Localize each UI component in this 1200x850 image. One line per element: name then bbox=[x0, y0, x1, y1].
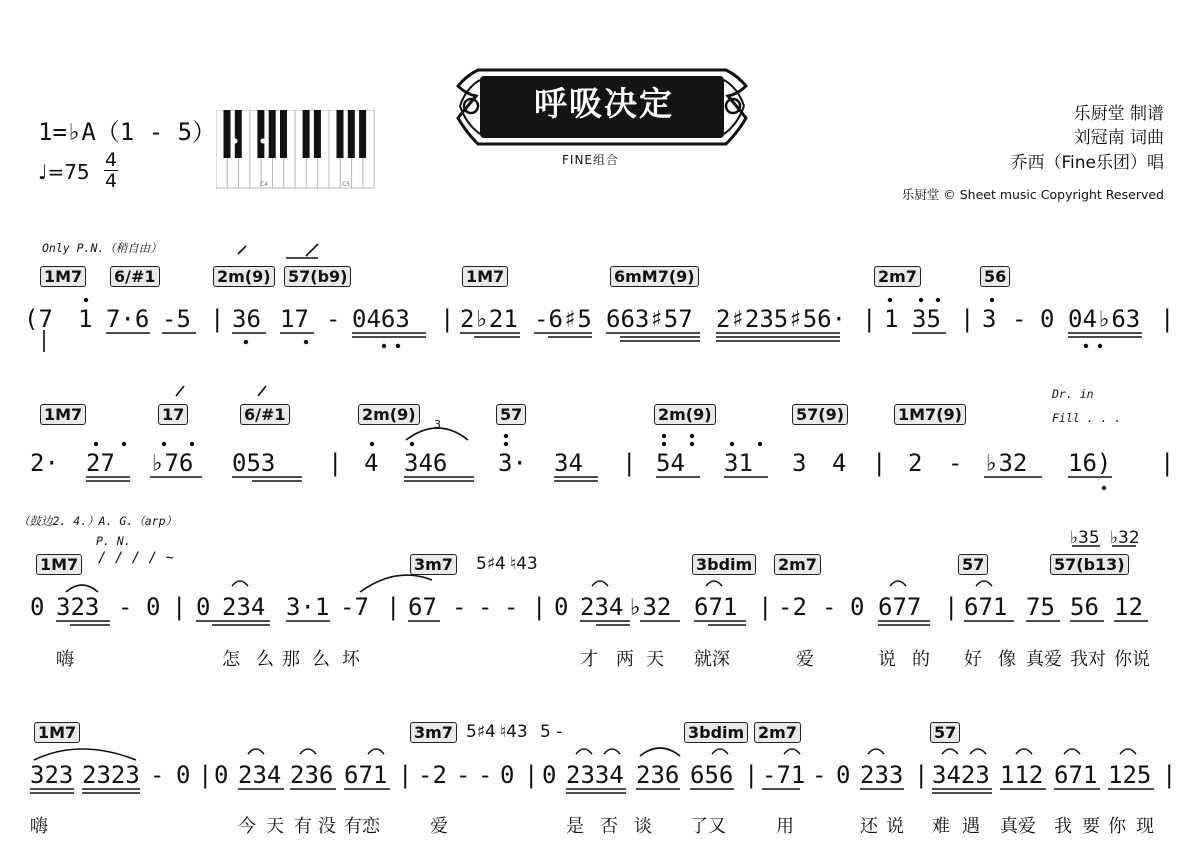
lyric: 我 bbox=[1054, 816, 1072, 837]
barline: | bbox=[328, 449, 343, 477]
note-group: 0 bbox=[500, 761, 515, 789]
note-group: - bbox=[478, 761, 493, 789]
note-group: 0 bbox=[850, 593, 865, 621]
barline: | bbox=[398, 761, 413, 789]
note-group: 3423 bbox=[932, 761, 990, 789]
lyric: 就深 bbox=[694, 649, 730, 670]
chord-symbol: 6/#1 bbox=[110, 266, 160, 287]
note-group: -7 bbox=[340, 593, 369, 621]
drum-edge-mark: （鼓边2. 4.）A. G.（arp） bbox=[18, 514, 178, 528]
lyric: 还 bbox=[860, 816, 878, 837]
barline: | bbox=[532, 593, 547, 621]
barline: | bbox=[1160, 305, 1175, 333]
lyric: 好 bbox=[964, 649, 982, 670]
chord-symbol: 17 bbox=[158, 404, 188, 425]
small-notes: ♭32 bbox=[1110, 528, 1140, 548]
lyric: 真爱 bbox=[1000, 816, 1036, 837]
lyric: 那 bbox=[282, 649, 300, 670]
note-group: 0 bbox=[196, 593, 211, 621]
chord-symbol: 2m(9) bbox=[358, 404, 420, 425]
quarter-note-icon: ♩ bbox=[38, 160, 48, 184]
lyric: 么 bbox=[312, 649, 330, 670]
barline: | bbox=[1160, 449, 1175, 477]
note-group: - bbox=[456, 761, 471, 789]
note-group: 0 bbox=[214, 761, 229, 789]
barline: | bbox=[198, 761, 213, 789]
lyric: 你 bbox=[1108, 816, 1126, 837]
piano-black-key bbox=[303, 110, 310, 158]
lyric: 有 bbox=[294, 816, 312, 837]
lyric: 真爱 bbox=[1026, 649, 1062, 670]
note-group: 0 bbox=[542, 761, 557, 789]
note-group: 0463 bbox=[352, 305, 410, 333]
note-group: -2 bbox=[418, 761, 447, 789]
note-group: -2 bbox=[778, 593, 807, 621]
note-group: 671 bbox=[344, 761, 388, 789]
note-group: 671 bbox=[1054, 761, 1098, 789]
small-notes: 5♯4 bbox=[476, 554, 506, 574]
small-notes: ♮43 bbox=[510, 554, 538, 574]
pn-mark: P. N. bbox=[96, 534, 131, 548]
note-group: -71 bbox=[762, 761, 806, 789]
lyric: 嗨 bbox=[56, 649, 74, 670]
triplet-mark: 3 bbox=[434, 418, 441, 431]
lyric: 说 bbox=[886, 816, 904, 837]
barline: | bbox=[172, 593, 187, 621]
copyright-notice: 乐厨堂 © Sheet music Copyright Reserved bbox=[901, 187, 1164, 202]
note-group: 671 bbox=[964, 593, 1008, 621]
note-group: 75 bbox=[1026, 593, 1055, 621]
lyric: 天 bbox=[266, 816, 284, 837]
note-group: 27 bbox=[86, 449, 115, 477]
tempo-marking bbox=[38, 160, 90, 184]
note-group: 346 bbox=[404, 449, 448, 477]
barline: | bbox=[914, 761, 929, 789]
chord-symbol: 57(b13) bbox=[1050, 554, 1129, 575]
time-signature bbox=[104, 150, 118, 191]
lyric: 爱 bbox=[796, 649, 814, 670]
note-group: 34 bbox=[554, 449, 583, 477]
note-group: 36 bbox=[232, 305, 261, 333]
note-group: 31 bbox=[724, 449, 753, 477]
credit-composer: 刘冠南 词曲 bbox=[1073, 128, 1164, 148]
note-group: ♭76 bbox=[150, 449, 194, 477]
lyric: 今 bbox=[238, 816, 256, 837]
note-group: 671 bbox=[694, 593, 738, 621]
note-group: - bbox=[118, 593, 133, 621]
barline: | bbox=[524, 761, 539, 789]
piano-black-key bbox=[257, 110, 264, 158]
chord-symbol: 57(9) bbox=[792, 404, 848, 425]
note-group: 2323 bbox=[82, 761, 140, 789]
lyric: 两 bbox=[616, 649, 634, 670]
note-group: 2334 bbox=[566, 761, 624, 789]
piano-black-key bbox=[235, 110, 242, 158]
chord-symbol: 57 bbox=[958, 554, 988, 575]
small-notes: 5 - bbox=[540, 722, 563, 742]
lyric: 否 bbox=[600, 816, 618, 837]
key-signature: 1=♭A（1 - 5） bbox=[38, 118, 217, 146]
note-group: 0 bbox=[176, 761, 191, 789]
barline: | bbox=[960, 305, 975, 333]
note-group: 17 bbox=[280, 305, 309, 333]
chord-symbol: 6mM7(9) bbox=[610, 266, 699, 287]
note-group: - bbox=[822, 593, 837, 621]
note-group: - bbox=[812, 761, 827, 789]
note-group: 234 bbox=[238, 761, 282, 789]
note-group: 125 bbox=[1108, 761, 1152, 789]
note-group: - bbox=[948, 449, 963, 477]
note-group: ♭32 bbox=[984, 449, 1028, 477]
chord-symbol: 2m7 bbox=[874, 266, 921, 287]
chord-symbol: 57 bbox=[496, 404, 526, 425]
barline: | bbox=[1162, 761, 1177, 789]
note-group: 0 bbox=[554, 593, 569, 621]
note-group: 236 bbox=[636, 761, 680, 789]
note-group: 2 bbox=[908, 449, 923, 477]
piano-black-key bbox=[337, 110, 344, 158]
note-group: 323 bbox=[30, 761, 74, 789]
note-group: 112 bbox=[1000, 761, 1044, 789]
note-group: - bbox=[478, 593, 493, 621]
note-group: 67 bbox=[408, 593, 437, 621]
note-group: 04♭63 bbox=[1068, 305, 1141, 333]
note-group: -5 bbox=[162, 305, 191, 333]
lyric: 像 bbox=[998, 649, 1016, 670]
chord-symbol: 2m7 bbox=[774, 554, 821, 575]
lyric: 嗨 bbox=[30, 816, 48, 837]
piano-black-key bbox=[359, 110, 366, 158]
strum-mark: / / / / ~ bbox=[98, 550, 174, 566]
note-group: 2· bbox=[30, 449, 59, 477]
note-group: 0 bbox=[836, 761, 851, 789]
piano-black-key bbox=[348, 110, 355, 158]
barline: | bbox=[440, 305, 455, 333]
lyric: 有恋 bbox=[344, 816, 380, 837]
lyric: 才 bbox=[580, 649, 598, 670]
note-group: 0 bbox=[1040, 305, 1055, 333]
piano-black-key bbox=[280, 110, 287, 158]
chord-symbol: 2m(9) bbox=[654, 404, 716, 425]
lyric: 说 bbox=[878, 649, 896, 670]
svg-text:C4: C4 bbox=[260, 181, 269, 188]
artist-name: FINE组合 bbox=[562, 153, 620, 167]
lyric: 怎 bbox=[222, 649, 240, 670]
lyric: 我对 bbox=[1070, 649, 1106, 670]
small-notes: 5♯4 bbox=[466, 722, 496, 742]
note-group: 4 bbox=[364, 449, 379, 477]
lyric: 是 bbox=[566, 816, 584, 837]
note-group: 3 bbox=[982, 305, 997, 333]
piano-black-key bbox=[224, 110, 231, 158]
lyric: 遇 bbox=[962, 816, 980, 837]
note-group: 3·1 bbox=[286, 593, 330, 621]
chord-symbol: 2m7 bbox=[754, 722, 801, 743]
note-group: 16) bbox=[1068, 449, 1112, 477]
barline: | bbox=[386, 593, 401, 621]
barline: | bbox=[744, 761, 759, 789]
tempo-value: =75 bbox=[47, 160, 90, 184]
note-group: 1 bbox=[884, 305, 899, 333]
lyric: 用 bbox=[776, 816, 794, 837]
note-group: 2♭21 bbox=[460, 305, 518, 333]
lyric: 你说 bbox=[1114, 649, 1150, 670]
piano-black-key bbox=[269, 110, 276, 158]
note-group: 0 bbox=[146, 593, 161, 621]
barline: | bbox=[758, 593, 773, 621]
note-group: 234 bbox=[580, 593, 624, 621]
note-group: - bbox=[150, 761, 165, 789]
note-group: ♭32 bbox=[628, 593, 672, 621]
note-group: - bbox=[1012, 305, 1027, 333]
note-group: 35 bbox=[912, 305, 941, 333]
only-pn-mark: Only P.N.（稍自由） bbox=[42, 241, 162, 255]
note-group: -6♯5 bbox=[534, 305, 592, 333]
chord-symbol: 1M7 bbox=[40, 266, 86, 287]
drum-in-mark: Dr. in bbox=[1052, 387, 1094, 401]
chord-symbol: 2m(9) bbox=[213, 266, 275, 287]
piano-keyboard-icon bbox=[216, 110, 376, 194]
chord-symbol: 1M7 bbox=[462, 266, 508, 287]
note-group: 54 bbox=[656, 449, 685, 477]
chord-symbol: 3m7 bbox=[410, 722, 457, 743]
note-group: 7·6 bbox=[106, 305, 150, 333]
note-group: 323 bbox=[56, 593, 100, 621]
note-group: 663♯57 bbox=[606, 305, 693, 333]
chord-symbol: 1M7 bbox=[40, 404, 86, 425]
note-group: 1 bbox=[78, 305, 93, 333]
small-notes: ♭35 bbox=[1070, 528, 1100, 548]
note-group: 236 bbox=[290, 761, 334, 789]
lyric: 么 bbox=[256, 649, 274, 670]
note-group: 234 bbox=[222, 593, 266, 621]
barline: | bbox=[872, 449, 887, 477]
barline: | bbox=[210, 305, 225, 333]
note-group: (7 bbox=[24, 305, 53, 333]
lyric: 谈 bbox=[634, 816, 652, 837]
chord-symbol: 57 bbox=[930, 722, 960, 743]
lyric: 坏 bbox=[342, 649, 360, 670]
chord-symbol: 1M7(9) bbox=[894, 404, 966, 425]
note-group: 3· bbox=[498, 449, 527, 477]
lyric: 的 bbox=[912, 649, 930, 670]
lyric: 现 bbox=[1136, 816, 1154, 837]
chord-symbol: 1M7 bbox=[34, 722, 80, 743]
barline: | bbox=[862, 305, 877, 333]
note-group: 2♯235♯56· bbox=[716, 305, 847, 333]
note-group: - bbox=[326, 305, 341, 333]
note-group: - bbox=[504, 593, 519, 621]
chord-symbol: 3bdim bbox=[684, 722, 748, 743]
chord-symbol: 1M7 bbox=[36, 554, 82, 575]
chord-symbol: 6/#1 bbox=[240, 404, 290, 425]
barline: | bbox=[622, 449, 637, 477]
note-group: 12 bbox=[1114, 593, 1143, 621]
piano-black-key bbox=[314, 110, 321, 158]
note-group: 053 bbox=[232, 449, 276, 477]
lyric: 没 bbox=[318, 816, 336, 837]
chord-symbol: 56 bbox=[980, 266, 1010, 287]
note-group: 3 bbox=[792, 449, 807, 477]
barline: | bbox=[944, 593, 959, 621]
chord-symbol: 57(b9) bbox=[284, 266, 351, 287]
lyric: 要 bbox=[1082, 816, 1100, 837]
fill-mark: Fill . . . bbox=[1052, 411, 1122, 425]
chord-symbol: 3m7 bbox=[410, 554, 457, 575]
credit-arranger: 乐厨堂 制谱 bbox=[1073, 104, 1164, 124]
note-group: 4 bbox=[832, 449, 847, 477]
lyric: 天 bbox=[646, 649, 664, 670]
svg-text:C5: C5 bbox=[342, 181, 351, 188]
song-title: 呼吸决定 bbox=[534, 84, 674, 123]
small-notes: ♮43 bbox=[500, 722, 528, 742]
note-group: 677 bbox=[878, 593, 922, 621]
note-group: 56 bbox=[1070, 593, 1099, 621]
lyric: 难 bbox=[932, 816, 950, 837]
note-group: 233 bbox=[860, 761, 904, 789]
lyric: 爱 bbox=[430, 816, 448, 837]
time-signature-bottom: 4 bbox=[104, 170, 118, 192]
chord-symbol: 3bdim bbox=[692, 554, 756, 575]
note-group: - bbox=[452, 593, 467, 621]
credit-singer: 乔西（Fine乐团）唱 bbox=[1010, 153, 1164, 173]
note-group: 656 bbox=[690, 761, 734, 789]
lyric: 了又 bbox=[690, 816, 726, 837]
time-signature-top: 4 bbox=[104, 149, 118, 171]
note-group: 0 bbox=[30, 593, 45, 621]
